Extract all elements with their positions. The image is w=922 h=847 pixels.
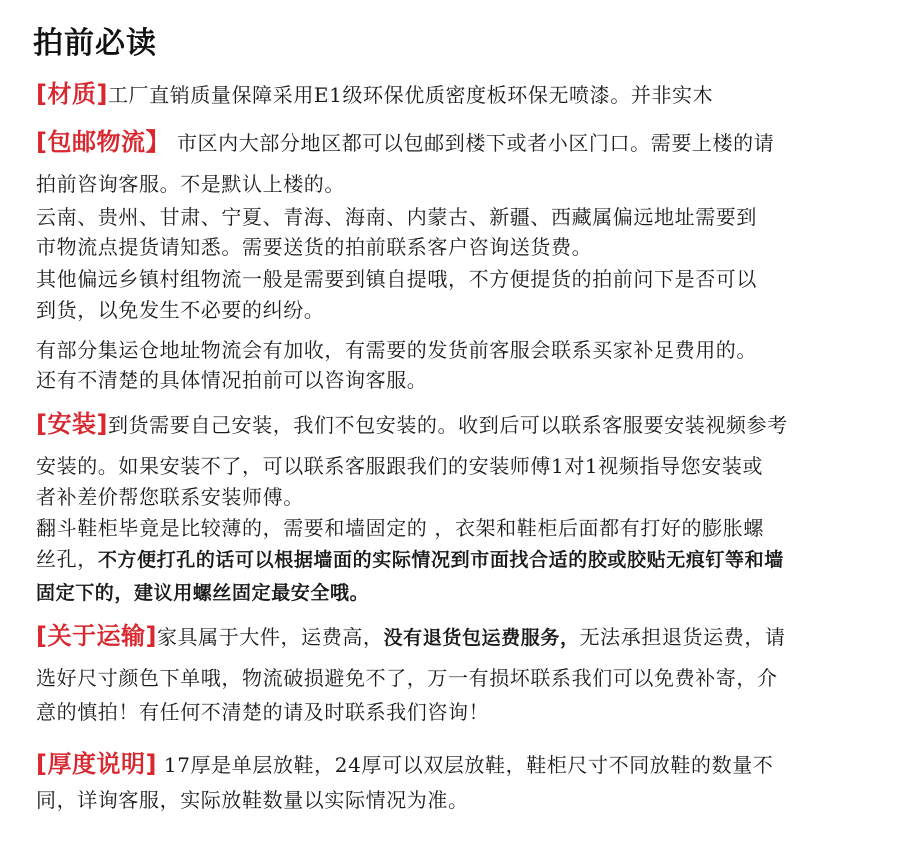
section-tag-thickness: [厚度说明] [36,750,157,778]
section-tag-install: [安装] [36,410,108,438]
shipping-line: 拍前咨询客服。不是默认上楼的。 [36,172,345,196]
install-text-mixed: 丝孔， [36,547,98,571]
thickness-line: 同，详询客服，实际放鞋数量以实际情况为准。 [36,788,469,812]
install-text-bold: 固定下的，建议用螺丝固定最安全哦。 [36,582,370,604]
section-tag-shipping: [包邮物流】 [36,128,170,156]
return-text-bold: 没有退货包运费服务， [383,627,580,649]
page-title: 拍前必读 [33,26,157,61]
shipping-line: 市物流点提货请知悉。需要送货的拍前联系客户咨询送货费。 [36,235,593,259]
shipping-line: 还有不清楚的具体情况拍前可以咨询客服。 [36,368,428,392]
section-tag-return: [关于运输] [36,622,157,650]
shipping-line: 其他偏远乡镇村组物流一般是需要到镇自提哦，不方便提货的拍前问下是否可以 [36,267,757,291]
install-line: 安装的。如果安装不了，可以联系客服跟我们的安装师傅1对1视频指导您安装或 [36,454,764,478]
install-text-bold: 不方便打孔的话可以根据墙面的实际情况到市面找合适的胶或胶贴无痕钉等和墙 [97,549,784,571]
shipping-line: 有部分集运仓地址物流会有加收，有需要的发货前客服会联系买家补足费用的。 [36,338,757,362]
install-line: 者补差价帮您联系安装师傅。 [36,485,304,509]
shipping-line: 云南、贵州、甘肃、宁夏、青海、海南、内蒙古、新疆、西藏属偏远地址需要到 [36,205,757,229]
return-line: 意的慎拍！有任何不清楚的请及时联系我们咨询！ [36,700,490,724]
install-text-first: 到货需要自己安装，我们不包安装的。收到后可以联系客服要安装视频参考 [107,413,788,437]
shipping-line: 到货，以免发生不必要的纠纷。 [36,298,325,322]
shipping-text-first: 市区内大部分地区都可以包邮到楼下或者小区门口。需要上楼的请 [176,131,775,155]
section-tag-material: [材质] [36,80,108,108]
return-text-c: 无法承担退货运费，请 [579,625,786,649]
thickness-text-first: 17厚是单层放鞋，24厚可以双层放鞋，鞋柜尺寸不同放鞋的数量不 [163,753,774,777]
install-line: 翻斗鞋柜毕竟是比较薄的，需要和墙固定的 ，衣架和鞋柜后面都有打好的膨胀螺 [36,516,764,540]
return-text-a: 家具属于大件，运费高， [156,625,384,649]
material-text: 工厂直销质量保障采用E1级环保优质密度板环保无喷漆。并非实木 [107,83,714,107]
return-line: 选好尺寸颜色下单哦，物流破损避免不了，万一有损坏联系我们可以免费补寄，介 [36,666,778,690]
